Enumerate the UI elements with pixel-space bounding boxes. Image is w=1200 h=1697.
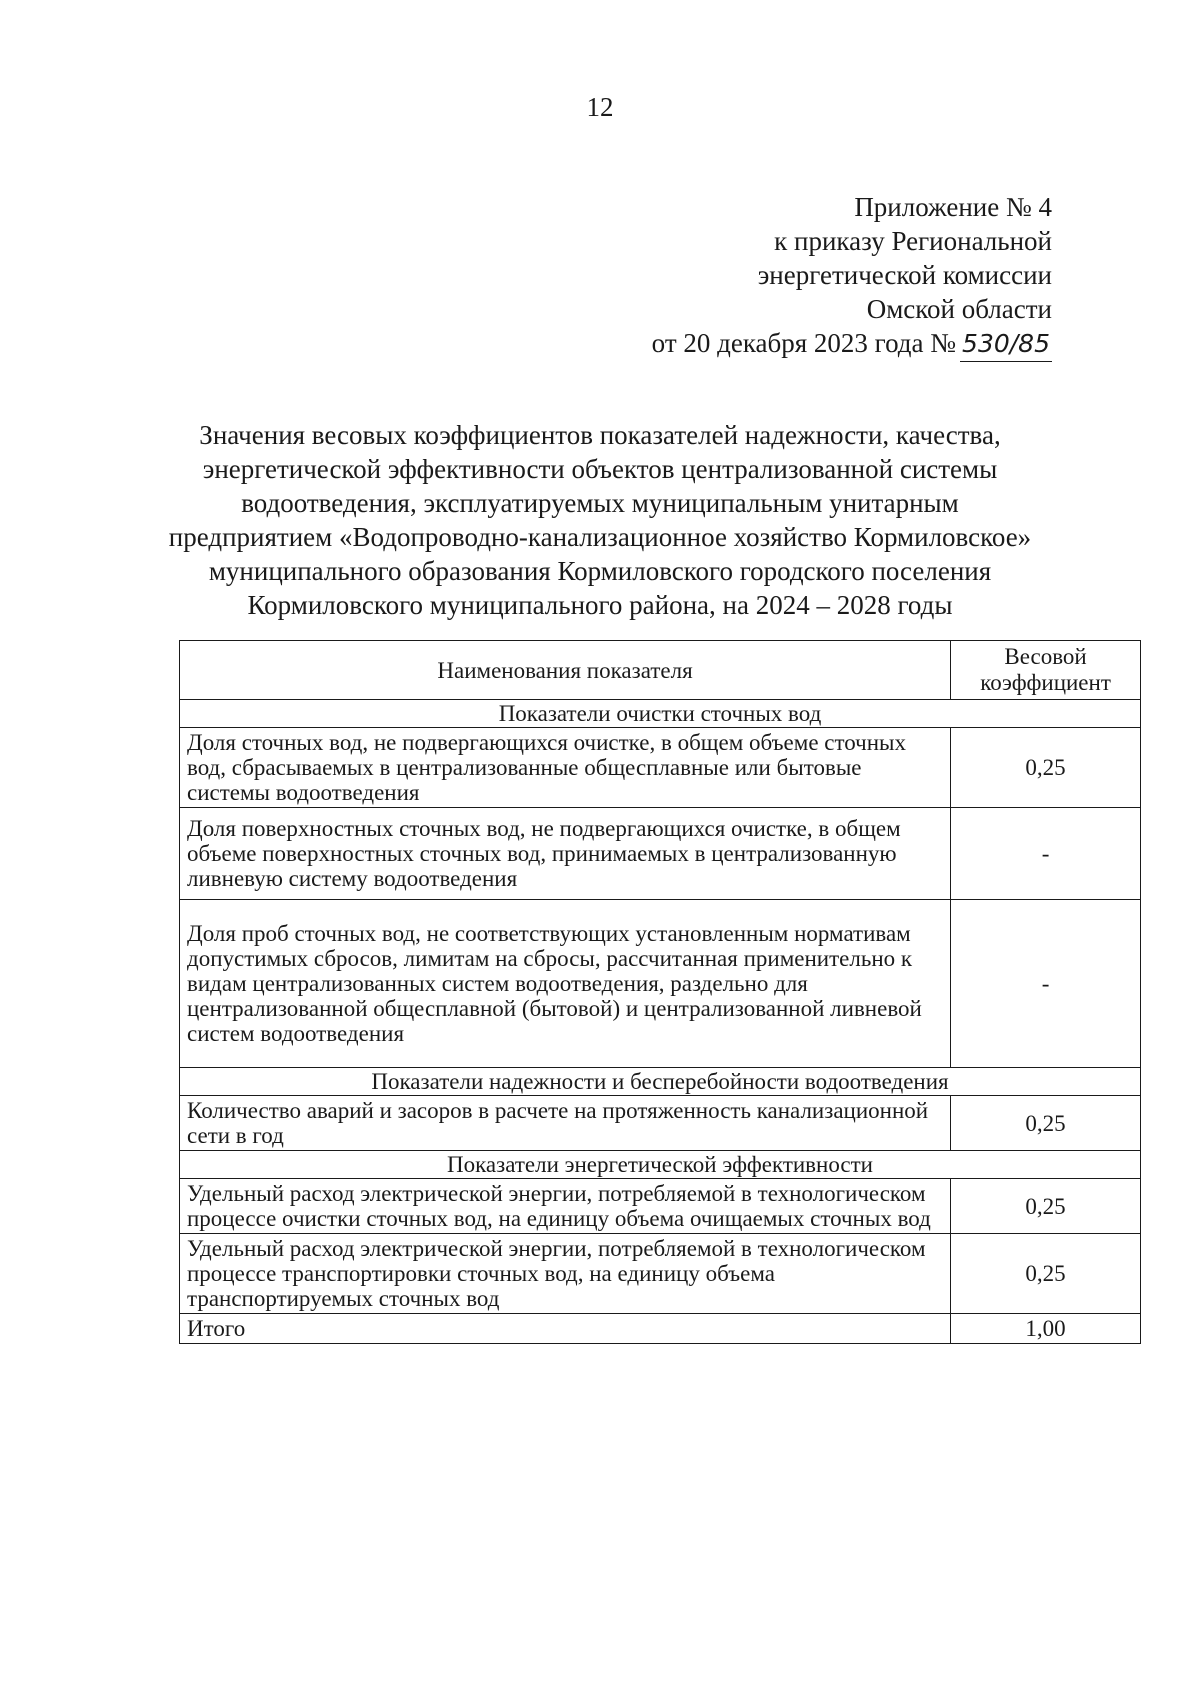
appendix-header [652, 190, 1052, 362]
table-row [180, 900, 1141, 1068]
indicator-weight: 0,25 [951, 1179, 1141, 1234]
table-row [180, 808, 1141, 900]
indicator-name: Удельный расход электрической энергии, потребляемой в технологическом процессе очистки сточных вод, на единицу объема очищаемых сточных вод [180, 1179, 951, 1234]
page-number: 12 [586, 92, 614, 122]
section-title: Показатели энергетической эффективности [180, 1151, 1141, 1179]
appendix-line-2: к приказу Региональной [774, 226, 1052, 256]
appendix-line-1: Приложение № 4 [854, 192, 1052, 222]
header-indicator-name: Наименования показателя [180, 641, 951, 700]
order-number: 530/85 [960, 327, 1052, 362]
indicator-weight: - [951, 808, 1141, 900]
section-row [180, 1151, 1141, 1179]
indicator-name: Количество аварий и засоров в расчете на протяженность канализационной сети в год [180, 1096, 951, 1151]
indicator-weight: 0,25 [951, 728, 1141, 808]
table-row [180, 1179, 1141, 1234]
header-weight-coefficient: Весовой коэффициент [951, 641, 1141, 700]
table-row [180, 728, 1141, 808]
order-date: от 20 декабря 2023 года № [651, 328, 957, 358]
section-title: Показатели надежности и бесперебойности водоотведения [180, 1068, 1141, 1096]
appendix-line-3: энергетической комиссии [757, 260, 1052, 290]
indicator-weight: 0,25 [951, 1096, 1141, 1151]
section-title: Показатели очистки сточных вод [180, 700, 1141, 728]
table-row [180, 1096, 1141, 1151]
indicator-name: Доля сточных вод, не подвергающихся очистке, в общем объеме сточных вод, сбрасываемых в централизованные общесплавные или бытовые системы водоотведения [180, 728, 951, 808]
section-row [180, 700, 1141, 728]
section-row [180, 1068, 1141, 1096]
indicator-name: Удельный расход электрической энергии, потребляемой в технологическом процессе транспортировки сточных вод, на единицу объема транспортируемых сточных вод [180, 1234, 951, 1314]
table-header-row [180, 641, 1141, 700]
indicator-name: Доля поверхностных сточных вод, не подвергающихся очистке, в общем объеме поверхностных сточных вод, принимаемых в централизованную ливневую систему водоотведения [180, 808, 951, 900]
document-title: Значения весовых коэффициентов показателей надежности, качества, энергетической эффективности объектов централизованной системы водоотведения, эксплуатируемых муниципальным унитарным предприятием «Водопроводно-канализационное хозяйство Кормиловское» муниципального образования Кормиловского городского поселения Кормиловского муниципального района, на 2024 – 2028 годы [168, 420, 1032, 620]
indicators-table [179, 640, 1141, 1344]
indicator-name: Доля проб сточных вод, не соответствующих установленным нормативам допустимых сбросов, лимитам на сбросы, рассчитанная применительно к видам централизованных систем водоотведения, раздельно для централизованной общесплавной (бытовой) и централизованной ливневой систем водоотведения [180, 900, 951, 1068]
total-label: Итого [180, 1314, 951, 1344]
appendix-line-5 [652, 326, 1052, 362]
indicator-weight: 0,25 [951, 1234, 1141, 1314]
total-value: 1,00 [951, 1314, 1141, 1344]
table-row [180, 1234, 1141, 1314]
appendix-line-4: Омской области [866, 294, 1052, 324]
indicator-weight: - [951, 900, 1141, 1068]
total-row [180, 1314, 1141, 1344]
